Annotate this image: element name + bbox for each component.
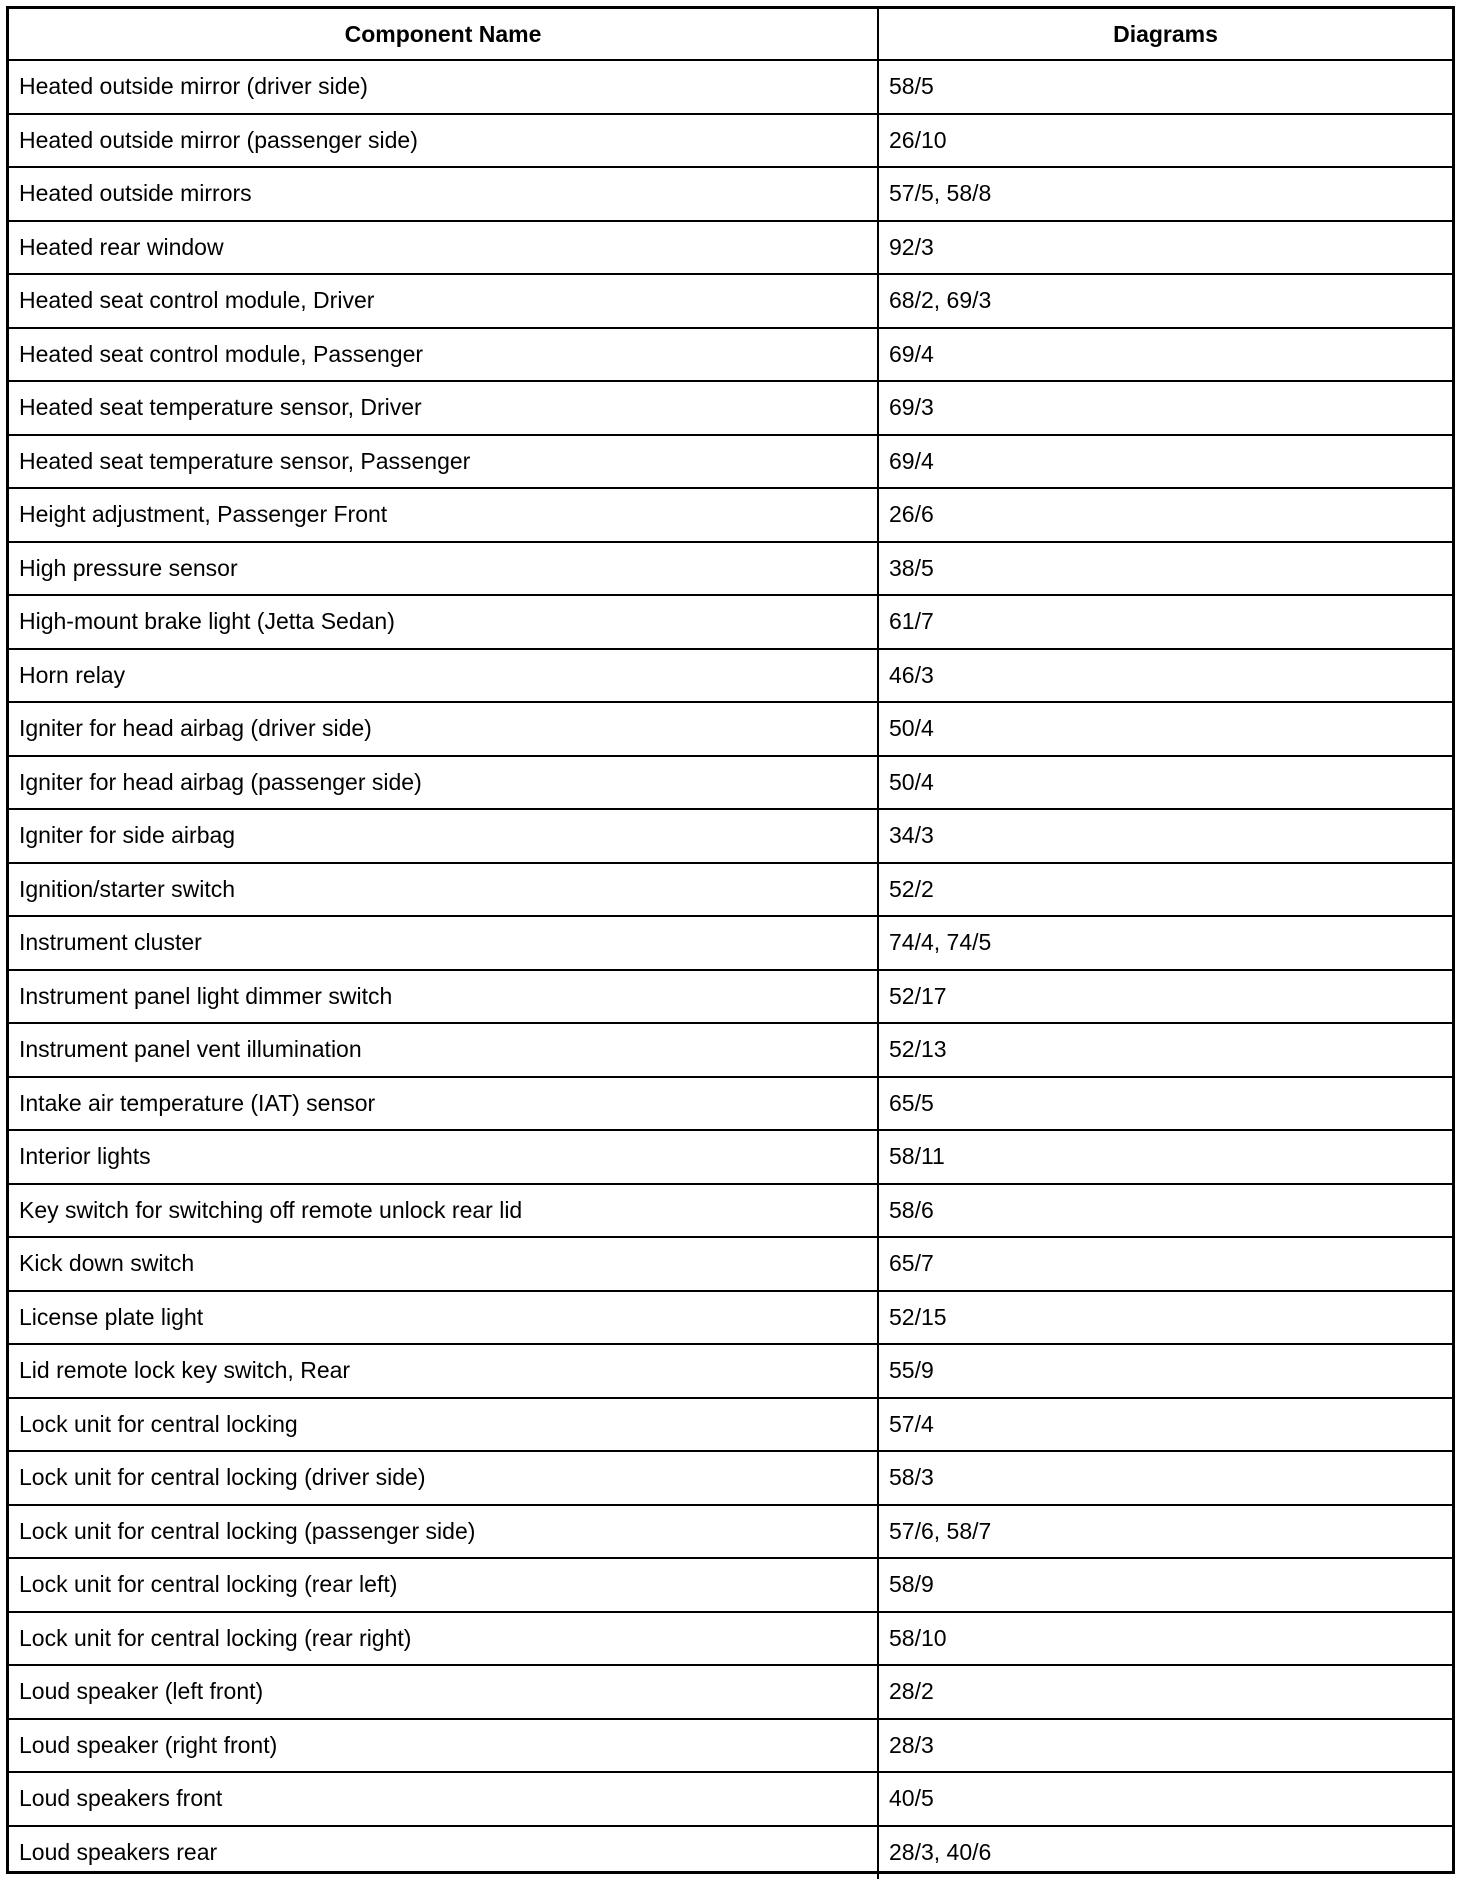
diagram-reference-cell: 58/3 xyxy=(878,1451,1452,1505)
table-row xyxy=(9,1719,1452,1773)
table-row xyxy=(9,649,1452,703)
diagram-reference-cell: 57/4 xyxy=(878,1398,1452,1452)
diagram-reference-cell: 28/2 xyxy=(878,1665,1452,1719)
diagram-reference-cell: 55/9 xyxy=(878,1344,1452,1398)
diagram-reference-cell: 46/3 xyxy=(878,649,1452,703)
table-row xyxy=(9,916,1452,970)
table-row xyxy=(9,756,1452,810)
table-row xyxy=(9,1505,1452,1559)
table-row xyxy=(9,809,1452,863)
table-row xyxy=(9,1130,1452,1184)
component-name-cell: Igniter for head airbag (passenger side) xyxy=(9,756,878,810)
diagram-reference-cell: 58/9 xyxy=(878,1558,1452,1612)
table-row xyxy=(9,435,1452,489)
component-name-cell: Loud speakers rear xyxy=(9,1826,878,1880)
component-name-cell: Instrument panel light dimmer switch xyxy=(9,970,878,1024)
component-name-cell: Heated seat control module, Driver xyxy=(9,274,878,328)
table-row xyxy=(9,1451,1452,1505)
component-name-cell: Lock unit for central locking (rear right) xyxy=(9,1612,878,1666)
diagram-reference-cell: 52/17 xyxy=(878,970,1452,1024)
column-header-diagrams: Diagrams xyxy=(878,9,1452,60)
component-name-cell: Ignition/starter switch xyxy=(9,863,878,917)
table-row xyxy=(9,1398,1452,1452)
diagram-reference-cell: 26/6 xyxy=(878,488,1452,542)
component-name-cell: Instrument cluster xyxy=(9,916,878,970)
component-name-cell: Heated seat temperature sensor, Passenger xyxy=(9,435,878,489)
table-row xyxy=(9,167,1452,221)
diagram-reference-cell: 92/3 xyxy=(878,221,1452,275)
diagram-reference-cell: 68/2, 69/3 xyxy=(878,274,1452,328)
diagram-reference-cell: 58/5 xyxy=(878,60,1452,114)
diagram-reference-cell: 50/4 xyxy=(878,702,1452,756)
component-name-cell: Height adjustment, Passenger Front xyxy=(9,488,878,542)
table-row xyxy=(9,1772,1452,1826)
component-name-cell: Loud speaker (right front) xyxy=(9,1719,878,1773)
diagram-reference-cell: 52/2 xyxy=(878,863,1452,917)
diagram-reference-cell: 50/4 xyxy=(878,756,1452,810)
component-name-cell: Heated seat control module, Passenger xyxy=(9,328,878,382)
component-name-cell: High-mount brake light (Jetta Sedan) xyxy=(9,595,878,649)
component-name-cell: Igniter for side airbag xyxy=(9,809,878,863)
diagram-reference-cell: 34/3 xyxy=(878,809,1452,863)
table-row xyxy=(9,1826,1452,1880)
component-name-cell: High pressure sensor xyxy=(9,542,878,596)
table-row xyxy=(9,863,1452,917)
diagram-reference-cell: 28/3 xyxy=(878,1719,1452,1773)
diagram-reference-cell: 58/10 xyxy=(878,1612,1452,1666)
component-name-cell: Igniter for head airbag (driver side) xyxy=(9,702,878,756)
diagram-reference-cell: 61/7 xyxy=(878,595,1452,649)
component-name-cell: Heated outside mirror (passenger side) xyxy=(9,114,878,168)
table-header-row xyxy=(9,9,1452,60)
table-row xyxy=(9,60,1452,114)
component-name-cell: Kick down switch xyxy=(9,1237,878,1291)
component-name-cell: Lock unit for central locking (driver side) xyxy=(9,1451,878,1505)
diagram-reference-cell: 38/5 xyxy=(878,542,1452,596)
component-name-cell: Heated outside mirrors xyxy=(9,167,878,221)
diagram-reference-cell: 58/11 xyxy=(878,1130,1452,1184)
component-name-cell: Horn relay xyxy=(9,649,878,703)
table-row xyxy=(9,221,1452,275)
diagram-reference-cell: 65/7 xyxy=(878,1237,1452,1291)
table-row xyxy=(9,1612,1452,1666)
table-row xyxy=(9,702,1452,756)
component-name-cell: Key switch for switching off remote unlock rear lid xyxy=(9,1184,878,1238)
diagram-reference-cell: 40/5 xyxy=(878,1772,1452,1826)
diagram-reference-cell: 65/5 xyxy=(878,1077,1452,1131)
table-row xyxy=(9,1237,1452,1291)
component-diagram-table xyxy=(9,9,1452,1879)
table-row xyxy=(9,328,1452,382)
table-row xyxy=(9,595,1452,649)
diagram-reference-cell: 28/3, 40/6 xyxy=(878,1826,1452,1880)
table-body xyxy=(9,60,1452,1879)
table-row xyxy=(9,1665,1452,1719)
diagram-reference-cell: 69/4 xyxy=(878,435,1452,489)
component-name-cell: Heated seat temperature sensor, Driver xyxy=(9,381,878,435)
component-name-cell: Lid remote lock key switch, Rear xyxy=(9,1344,878,1398)
component-name-cell: Loud speaker (left front) xyxy=(9,1665,878,1719)
table-row xyxy=(9,114,1452,168)
table-row xyxy=(9,1558,1452,1612)
table-row xyxy=(9,274,1452,328)
component-name-cell: Loud speakers front xyxy=(9,1772,878,1826)
component-name-cell: Lock unit for central locking (rear left) xyxy=(9,1558,878,1612)
table-row xyxy=(9,488,1452,542)
component-index-sheet xyxy=(6,6,1455,1874)
component-name-cell: Lock unit for central locking xyxy=(9,1398,878,1452)
table-row xyxy=(9,1077,1452,1131)
diagram-reference-cell: 26/10 xyxy=(878,114,1452,168)
component-name-cell: Heated rear window xyxy=(9,221,878,275)
diagram-reference-cell: 69/3 xyxy=(878,381,1452,435)
table-row xyxy=(9,542,1452,596)
table-row xyxy=(9,1344,1452,1398)
table-row xyxy=(9,1291,1452,1345)
component-name-cell: License plate light xyxy=(9,1291,878,1345)
component-name-cell: Intake air temperature (IAT) sensor xyxy=(9,1077,878,1131)
table-row xyxy=(9,970,1452,1024)
diagram-reference-cell: 74/4, 74/5 xyxy=(878,916,1452,970)
table-row xyxy=(9,1184,1452,1238)
component-name-cell: Interior lights xyxy=(9,1130,878,1184)
table-row xyxy=(9,381,1452,435)
column-header-component-name: Component Name xyxy=(9,9,878,60)
diagram-reference-cell: 58/6 xyxy=(878,1184,1452,1238)
component-name-cell: Instrument panel vent illumination xyxy=(9,1023,878,1077)
diagram-reference-cell: 52/13 xyxy=(878,1023,1452,1077)
diagram-reference-cell: 57/6, 58/7 xyxy=(878,1505,1452,1559)
component-name-cell: Heated outside mirror (driver side) xyxy=(9,60,878,114)
diagram-reference-cell: 57/5, 58/8 xyxy=(878,167,1452,221)
component-name-cell: Lock unit for central locking (passenger side) xyxy=(9,1505,878,1559)
table-row xyxy=(9,1023,1452,1077)
diagram-reference-cell: 52/15 xyxy=(878,1291,1452,1345)
diagram-reference-cell: 69/4 xyxy=(878,328,1452,382)
